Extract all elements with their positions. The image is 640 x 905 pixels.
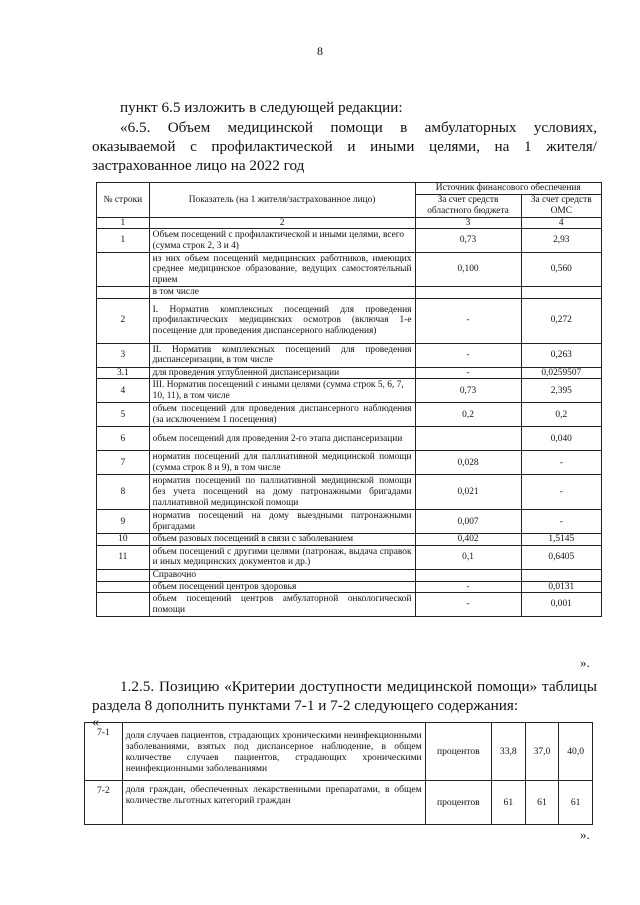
opening-quote: « xyxy=(92,715,99,730)
row-indicator: норматив посещений для паллиативной медицинской помощи (сумма строк 8 и 9), в том числе xyxy=(149,451,415,475)
row-number: 3 xyxy=(97,343,150,367)
row-oms-value xyxy=(521,287,601,299)
row-indicator: в том числе xyxy=(149,287,415,299)
row-regional-value xyxy=(415,287,521,299)
table-row xyxy=(97,379,602,403)
table-row xyxy=(85,723,593,781)
row-oms-value: 0,0259507 xyxy=(521,367,601,379)
header-regional: За счет средств областного бюджета xyxy=(415,194,521,217)
row-number: 10 xyxy=(97,534,150,546)
row-oms-value: 0,272 xyxy=(521,298,601,343)
table-row xyxy=(97,367,602,379)
row-number: 7-1 xyxy=(85,723,123,781)
row-indicator: из них объем посещений медицинских работников, имеющих среднее медицинское образование, ведущих самостоятельный прием xyxy=(149,253,415,287)
row-regional-value: 0,100 xyxy=(415,253,521,287)
row-regional-value: 0,028 xyxy=(415,451,521,475)
table-row xyxy=(97,593,602,617)
row-indicator: объем посещений центров амбулаторной онкологической помощи xyxy=(149,593,415,617)
row-unit: процентов xyxy=(425,781,491,825)
row-indicator: III. Норматив посещений с иными целями (сумма строк 5, 6, 7, 10, 11), в том числе xyxy=(149,379,415,403)
amendment-paragraph: 1.2.5. Позицию «Критерии доступности медицинской помощи» таблицы раздела 8 дополнить пунктами 7-1 и 7-2 следующего содержания: xyxy=(92,678,597,714)
row-value: 61 xyxy=(491,781,525,825)
row-number: 5 xyxy=(97,403,150,427)
row-value: 33,8 xyxy=(491,723,525,781)
row-indicator: для проведения углубленной диспансеризации xyxy=(149,367,415,379)
row-regional-value: 0,1 xyxy=(415,545,521,569)
row-oms-value: 0,2 xyxy=(521,403,601,427)
row-oms-value: - xyxy=(521,451,601,475)
row-oms-value: - xyxy=(521,475,601,510)
col-index: 3 xyxy=(415,217,521,229)
row-number xyxy=(97,569,150,581)
intro-paragraph: пункт 6.5 изложить в следующей редакции: xyxy=(120,99,403,116)
row-indicator: норматив посещений на дому выездными патронажными бригадами xyxy=(149,510,415,534)
row-oms-value: 1,5145 xyxy=(521,534,601,546)
table-row xyxy=(97,253,602,287)
header-indicator: Показатель (на 1 жителя/застрахованное лицо) xyxy=(149,183,415,218)
row-regional-value: - xyxy=(415,343,521,367)
table-row xyxy=(97,298,602,343)
row-number xyxy=(97,287,150,299)
row-number: 3.1 xyxy=(97,367,150,379)
row-number: 2 xyxy=(97,298,150,343)
row-indicator: объем посещений с другими целями (патронаж, выдача справок и иных медицинских документов и др.) xyxy=(149,545,415,569)
table-row xyxy=(97,475,602,510)
row-number xyxy=(97,581,150,593)
table-row xyxy=(97,287,602,299)
row-number xyxy=(97,593,150,617)
row-indicator: Справочно xyxy=(149,569,415,581)
row-number: 7 xyxy=(97,451,150,475)
table-row xyxy=(97,545,602,569)
table-row xyxy=(97,427,602,451)
row-regional-value: - xyxy=(415,581,521,593)
criteria-table xyxy=(84,722,593,825)
row-regional-value: - xyxy=(415,367,521,379)
row-indicator: доля граждан, обеспеченных лекарственными препаратами, в общем количестве льготных категорий граждан xyxy=(122,781,425,825)
row-number: 9 xyxy=(97,510,150,534)
row-regional-value: 0,2 xyxy=(415,403,521,427)
col-index: 1 xyxy=(97,217,150,229)
row-indicator: объем посещений для проведения 2-го этапа диспансеризации xyxy=(149,427,415,451)
row-regional-value: - xyxy=(415,298,521,343)
table-row xyxy=(97,510,602,534)
row-regional-value: 0,021 xyxy=(415,475,521,510)
row-oms-value: 0,0131 xyxy=(521,581,601,593)
table-row xyxy=(97,451,602,475)
row-indicator: доля случаев пациентов, страдающих хроническими неинфекционными заболеваниями, взятых под диспансерное наблюдение, в общем количестве случаев пациентов, страдающих хроническими неинфекционными заболеваниями xyxy=(122,723,425,781)
row-value: 37,0 xyxy=(525,723,559,781)
row-indicator: норматив посещений по паллиативной медицинской помощи без учета посещений на дому патронажными бригадами паллиативной медицинской помощи xyxy=(149,475,415,510)
row-regional-value xyxy=(415,569,521,581)
row-number: 7-2 xyxy=(85,781,123,825)
table-row xyxy=(97,534,602,546)
header-oms: За счет средств ОМС xyxy=(521,194,601,217)
table-row xyxy=(97,403,602,427)
table-row xyxy=(85,781,593,825)
row-value: 40,0 xyxy=(559,723,593,781)
row-indicator: II. Норматив комплексных посещений для проведения диспансеризации, в том числе xyxy=(149,343,415,367)
row-number xyxy=(97,253,150,287)
row-regional-value: 0,73 xyxy=(415,229,521,253)
row-number: 1 xyxy=(97,229,150,253)
row-oms-value: 0,040 xyxy=(521,427,601,451)
row-oms-value: 0,001 xyxy=(521,593,601,617)
row-indicator: I. Норматив комплексных посещений для проведения профилактических медицинских осмотров (включая 1-е посещение для проведения диспансерного наблюдения) xyxy=(149,298,415,343)
row-indicator: объем посещений центров здоровья xyxy=(149,581,415,593)
row-regional-value: - xyxy=(415,593,521,617)
row-value: 61 xyxy=(525,781,559,825)
page-number: 8 xyxy=(317,44,323,58)
row-number: 4 xyxy=(97,379,150,403)
row-number: 8 xyxy=(97,475,150,510)
row-oms-value: 0,6405 xyxy=(521,545,601,569)
row-number: 11 xyxy=(97,545,150,569)
row-value: 61 xyxy=(559,781,593,825)
row-oms-value: 0,560 xyxy=(521,253,601,287)
row-indicator: объем разовых посещений в связи с заболеванием xyxy=(149,534,415,546)
col-index: 4 xyxy=(521,217,601,229)
row-regional-value xyxy=(415,427,521,451)
header-row-number: № строки xyxy=(97,183,150,218)
row-oms-value: 2,395 xyxy=(521,379,601,403)
table-row xyxy=(97,343,602,367)
table-row xyxy=(97,581,602,593)
row-number: 6 xyxy=(97,427,150,451)
row-oms-value: 0,263 xyxy=(521,343,601,367)
row-regional-value: 0,007 xyxy=(415,510,521,534)
row-oms-value: - xyxy=(521,510,601,534)
row-oms-value xyxy=(521,569,601,581)
row-indicator: Объем посещений с профилактической и иными целями, всего (сумма строк 2, 3 и 4) xyxy=(149,229,415,253)
closing-quote: ». xyxy=(580,827,590,842)
row-unit: процентов xyxy=(425,723,491,781)
volume-table xyxy=(96,182,602,617)
closing-quote: ». xyxy=(580,655,590,670)
row-regional-value: 0,402 xyxy=(415,534,521,546)
col-index: 2 xyxy=(149,217,415,229)
row-indicator: объем посещений для проведения диспансерного наблюдения (за исключением 1 посещения) xyxy=(149,403,415,427)
table-row xyxy=(97,569,602,581)
row-regional-value: 0,73 xyxy=(415,379,521,403)
table-row xyxy=(97,229,602,253)
header-source: Источник финансового обеспечения xyxy=(415,183,602,195)
section-heading: «6.5. Объем медицинской помощи в амбулаторных условиях, оказываемой с профилактической и иными целями, на 1 жителя/застрахованное лицо на 2022 год xyxy=(92,119,597,174)
row-oms-value: 2,93 xyxy=(521,229,601,253)
